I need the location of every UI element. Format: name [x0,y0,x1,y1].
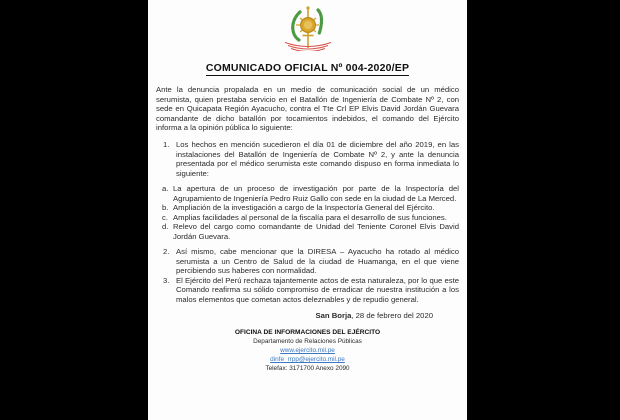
footer-office-name: OFICINA DE INFORMACIONES DEL EJÉRCITO [234,329,381,337]
sub-item-letter: d. [162,222,169,232]
item-number: 2. [163,247,170,257]
official-document [148,0,467,420]
sub-item-text: La apertura de un proceso de investigación por parte de la Inspectoría del Agrupamiento de Ingeniería Pedro Ruiz Gallo con sede en la ciudad de La Merced. [173,184,459,203]
sub-item-text: Relevo del cargo como comandante de Unidad del Teniente Coronel Elvis David Jordán Guevara. [173,222,459,241]
sub-item-letter: a. [162,184,169,194]
intro-paragraph: Ante la denuncia propalada en un medio de comunicación social de un médico serumista, quien prestaba servicio en el Batallón de Ingeniería de Combate Nº 2, con sede en Quicapata Región Ayacucho, contra el Tte Crl EP Elvis David Jordán Guevara comandante de dicho batallón por tocamientos indebidos, el comando del Ejército informa a la opinión pública lo siguiente: [156,85,459,132]
item-text: Así mismo, cabe mencionar que la DIRESA – Ayacucho ha rotado al médico serumista a un Centro de Salud de la ciudad de Huamanga, en el que viene percibiendo sus haberes con normalidad. [176,247,459,276]
item-text: El Ejército del Perú rechaza tajantemente actos de esta naturaleza, por lo que este Comando reafirma su sólido compromiso de erradicar de nuestra institución a los malos elementos que cometan actos deleznables y de repudio general. [176,275,459,304]
sun-core [303,21,311,29]
date-place: San Borja [315,311,352,321]
sub-item-text: Amplias facilidades al personal de la fiscalía para el desarrollo de sus funciones. [173,212,447,222]
website-link[interactable]: www.ejercito.mil.pe [280,347,335,355]
sub-item-letter: b. [162,203,169,213]
laurel-right [318,10,322,34]
sword-pommel [306,6,309,9]
list-item-2 [156,247,459,276]
sub-item-letter: c. [162,212,168,222]
item-number: 1. [163,140,170,150]
document-title: COMUNICADO OFICIAL Nº 004-2020/EP [205,62,410,74]
title-row [156,58,459,76]
logo-row [156,5,459,51]
sub-item-b [156,203,459,213]
laurel-left [292,12,299,40]
sub-item-a [156,184,459,203]
list-item-3 [156,276,459,305]
footer-department: Departamento de Relaciones Públicas [253,338,362,346]
date-line [156,311,459,320]
date-rest: , 28 de febrero del 2020 [351,311,433,321]
list-item-1 [156,140,459,178]
sub-item-d [156,222,459,241]
item-text: Los hechos en mención sucedieron el día 01 de diciembre del año 2019, en las instalaciones del Batallón de Ingeniería de Combate Nº 2, y ante la denuncia presentada por el médico serumista este comando dispuso en forma inmediata lo siguiente: [176,140,459,178]
sub-item-text: Ampliación de la investigación a cargo de la Inspectoría General del Ejército. [173,203,435,213]
army-crest-icon [278,5,338,51]
footer-telefax: Telefax: 3171700 Anexo 2090 [265,365,350,373]
footer-block [156,328,459,373]
email-link[interactable]: dinfe_rrpp@ejercito.mil.pe [270,356,345,364]
sub-item-c [156,213,459,223]
item-number: 3. [163,275,170,285]
